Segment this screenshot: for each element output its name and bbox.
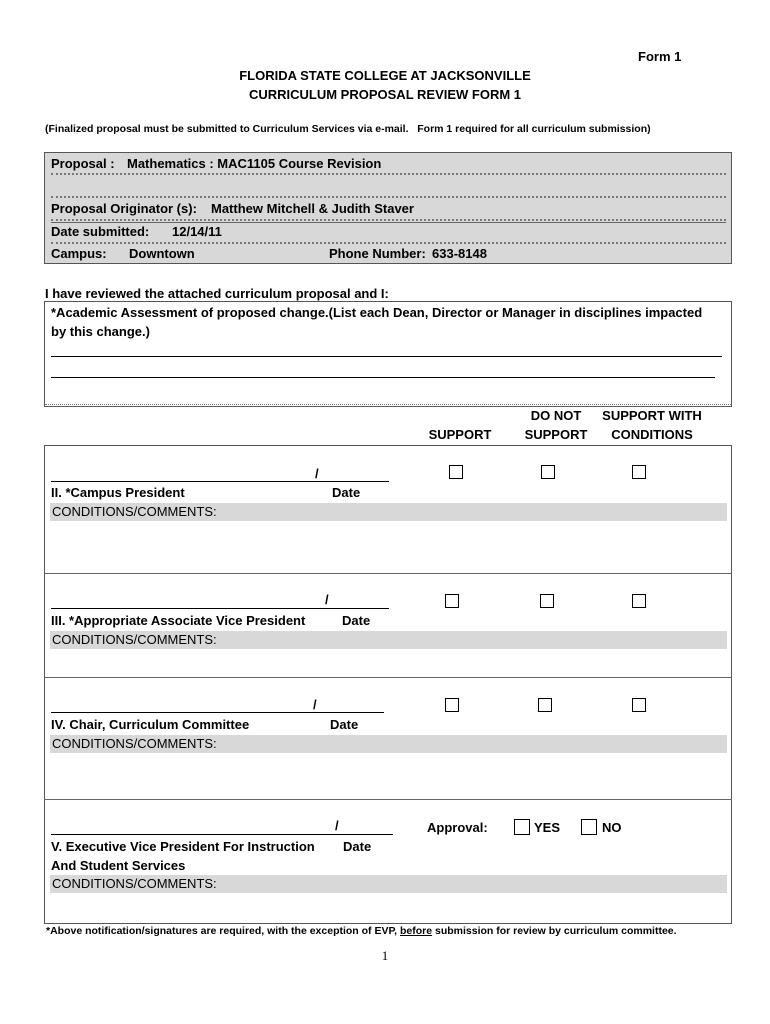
evp-date: Date [343, 839, 372, 854]
do-not-header-2: SUPPORT [524, 427, 588, 442]
checkbox-s2-support[interactable] [449, 465, 463, 479]
proposal-value[interactable]: Mathematics : MAC1105 Course Revision [127, 156, 382, 171]
assessment-line-2: by this change.) [51, 324, 150, 339]
assessment-line-1: *Academic Assessment of proposed change.(List each Dean, Director or Manager in disciplines impacted [51, 305, 703, 320]
checkbox-s4-do-not-support[interactable] [538, 698, 552, 712]
checkbox-s4-support-with-conditions[interactable] [632, 698, 646, 712]
campus-president-date: Date [332, 485, 361, 500]
campus-president-title: II. *Campus President [51, 485, 185, 500]
proposal-label: Proposal : [51, 156, 115, 171]
comments-label-s4: CONDITIONS/COMMENTS: [52, 736, 217, 751]
support-header: SUPPORT [428, 427, 492, 442]
chair-date: Date [330, 717, 359, 732]
chair-comments[interactable] [50, 735, 727, 753]
checkbox-s2-do-not-support[interactable] [541, 465, 555, 479]
originator-value[interactable]: Matthew Mitchell & Judith Staver [211, 201, 414, 216]
approval-no-label: NO [602, 820, 622, 835]
approval-yes-label: YES [534, 820, 561, 835]
checkbox-s2-support-with-conditions[interactable] [632, 465, 646, 479]
college-name: FLORIDA STATE COLLEGE AT JACKSONVILLE [239, 68, 531, 83]
comments-label-s2: CONDITIONS/COMMENTS: [52, 504, 217, 519]
signature-line-campus-president[interactable] [51, 481, 389, 482]
approval-label: Approval: [427, 820, 488, 835]
evp-comments[interactable] [50, 875, 727, 893]
checkbox-approval-yes[interactable] [514, 819, 530, 835]
signature-line-evp[interactable] [51, 834, 393, 835]
with-conditions-header-1: SUPPORT WITH [602, 408, 702, 423]
phone-label: Phone Number: [329, 246, 426, 261]
avp-date: Date [342, 613, 371, 628]
checkbox-s4-support[interactable] [445, 698, 459, 712]
evp-title-line-1: V. Executive Vice President For Instruction [51, 839, 315, 854]
slash-s2: / [315, 466, 319, 481]
submission-note: (Finalized proposal must be submitted to Curriculum Services via e-mail. Form 1 required for all curriculum submission) [45, 123, 651, 135]
footer-note [46, 925, 677, 937]
footer-note-before: *Above notification/signatures are required, with the exception of EVP, [46, 925, 400, 937]
signature-line-chair[interactable] [51, 712, 384, 713]
review-intro: I have reviewed the attached curriculum proposal and I: [45, 286, 389, 301]
slash-s4: / [313, 697, 317, 712]
checkbox-s3-do-not-support[interactable] [540, 594, 554, 608]
avp-comments[interactable] [50, 631, 727, 649]
originator-label: Proposal Originator (s): [51, 201, 197, 216]
checkbox-s3-support-with-conditions[interactable] [632, 594, 646, 608]
chair-title: IV. Chair, Curriculum Committee [51, 717, 250, 732]
date-submitted-value[interactable]: 12/14/11 [172, 224, 222, 239]
slash-s3: / [325, 592, 329, 607]
campus-value[interactable]: Downtown [129, 246, 195, 261]
signature-line-avp[interactable] [51, 608, 389, 609]
comments-label-s3: CONDITIONS/COMMENTS: [52, 632, 217, 647]
date-submitted-label: Date submitted: [51, 224, 150, 239]
checkbox-approval-no[interactable] [581, 819, 597, 835]
footer-note-underlined: before [399, 925, 433, 937]
page-number: 1 [381, 948, 389, 963]
campus-label: Campus: [51, 246, 107, 261]
avp-title: III. *Appropriate Associate Vice President [51, 613, 306, 628]
form-label: Form 1 [638, 49, 682, 64]
slash-s5: / [335, 818, 339, 833]
footer-note-after: submission for review by curriculum committee. [432, 925, 677, 937]
checkbox-s3-support[interactable] [445, 594, 459, 608]
phone-value[interactable]: 633-8148 [432, 246, 487, 261]
evp-title-line-2: And Student Services [51, 858, 186, 873]
comments-label-s5: CONDITIONS/COMMENTS: [52, 876, 217, 891]
with-conditions-header-2: CONDITIONS [611, 427, 693, 442]
do-not-header-1: DO NOT [530, 408, 582, 423]
form-title: CURRICULUM PROPOSAL REVIEW FORM 1 [248, 87, 522, 102]
campus-president-comments[interactable] [50, 503, 727, 521]
